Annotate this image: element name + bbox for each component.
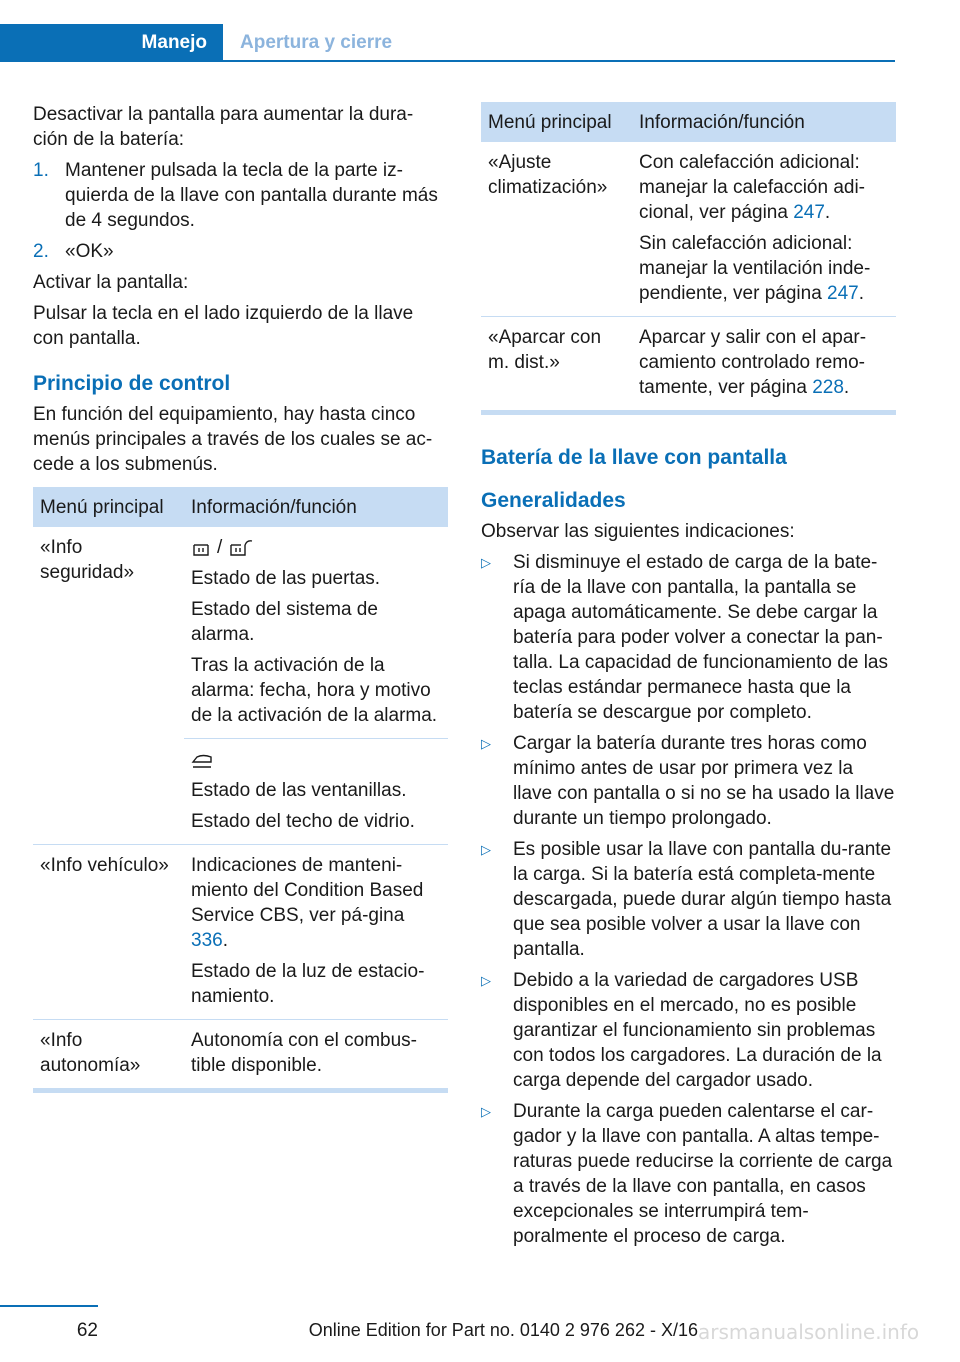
info-text: Con calefacción adicional: manejar la calefacción adi‐cional, ver página [639, 152, 866, 223]
step-number: 2. [33, 241, 49, 262]
info-cell [184, 739, 448, 845]
activar-title: Activar la pantalla: [33, 272, 189, 293]
generalidades-intro: Observar las siguientes indicaciones: [481, 521, 795, 542]
edition-text: Online Edition for Part no. 0140 2 976 262 - X/16 [308, 1320, 698, 1340]
page-number: 62 [76, 1320, 98, 1341]
info-line [191, 853, 441, 953]
info-text: Aparcar y salir con el apar‐camiento controlado remo‐tamente, ver página [639, 327, 867, 398]
activar-text: Pulsar la tecla en el lado izquierdo de la llave con pantalla. [33, 303, 414, 349]
list-item [33, 158, 448, 233]
menu-cell-empty [33, 739, 184, 845]
info-cell [632, 142, 896, 317]
col-header-info: Información/función [184, 487, 448, 527]
bullet-triangle-icon: ▷ [481, 555, 491, 570]
info-line: Estado de las puertas. [191, 568, 381, 589]
header-rule [0, 60, 895, 62]
info-text: . [222, 930, 228, 951]
info-text: . [824, 202, 831, 223]
step-number: 1. [33, 160, 49, 181]
door-closed-icon [191, 539, 211, 557]
bateria-heading: Batería de la llave con pantalla [481, 446, 787, 469]
info-cell [184, 845, 448, 1020]
list-item [481, 1099, 896, 1249]
info-line [639, 150, 889, 225]
info-line [639, 325, 889, 400]
principio-text: En función del equipamiento, hay hasta cinco menús principales a través de los cuales se ac‐cede a los submenús. [33, 404, 433, 475]
list-item [481, 731, 896, 831]
info-line: Estado de la luz de estacio‐namiento. [191, 961, 425, 1007]
step-text: «OK» [65, 241, 114, 262]
menu-cell: «Info seguridad» [40, 537, 135, 583]
info-cell [184, 527, 448, 739]
list-item [33, 239, 448, 264]
tab-manejo[interactable] [0, 24, 223, 61]
list-item [481, 968, 896, 1093]
steps-list [33, 158, 448, 264]
icon-separator: / [217, 537, 223, 558]
menu-cell: «Ajuste climatización» [481, 142, 632, 317]
info-text: Indicaciones de manteni‐miento del Condition Based Service CBS, ver pá‐gina [191, 855, 424, 926]
menu-cell: «Info autonomía» [40, 1030, 141, 1076]
table-row [481, 317, 896, 411]
info-line: Estado del sistema de alarma. [191, 599, 378, 645]
table-row [33, 739, 448, 845]
table-row [33, 1020, 448, 1089]
menu-table-right [481, 102, 896, 410]
info-line: Tras la activación de la alarma: fecha, hora y motivo de la activación de la alarma. [191, 655, 438, 726]
bullet-text: Si disminuye el estado de carga de la bate‐ría de la llave con pantalla, la pantalla se apaga automáticamente. Se debe cargar la batería para poder volver a conectar la pan‐talla. La capacidad de funcionamiento de las teclas estándar permanece hasta que la batería se descargue por completo. [513, 552, 888, 723]
bullet-triangle-icon: ▷ [481, 842, 491, 857]
col-header-menu: Menú principal [481, 102, 632, 142]
table-row [33, 527, 448, 739]
menu-cell: «Aparcar con m. dist.» [488, 327, 602, 373]
footer-rule [0, 1305, 98, 1307]
bullet-text: Es posible usar la llave con pantalla du‐rante la carga. Si la batería está completa‐mente descargada, puede durar algún tiempo hasta que sea posible volver a usar la llave con pantalla. [513, 839, 892, 960]
window-icon [191, 751, 213, 769]
right-column [481, 102, 896, 1255]
table-row [481, 142, 896, 317]
page-link[interactable]: 228 [812, 377, 844, 398]
notes-list [481, 550, 896, 1249]
page-link[interactable]: 336 [191, 930, 223, 951]
tab-apertura-y-cierre[interactable] [240, 24, 392, 61]
window-icons [191, 747, 441, 772]
step-text: Mantener pulsada la tecla de la parte iz‐quierda de la llave con pantalla durante más de 4 segundos. [65, 160, 438, 231]
menu-cell: «Info vehículo» [33, 845, 184, 1020]
table-end-rule [481, 410, 896, 415]
list-item [481, 550, 896, 725]
bullet-text: Durante la carga pueden calentarse el car‐gador y la llave con pantalla. A altas tempe‐raturas puede reducirse la corriente de carga a través de la llave con pantalla, en casos excepcionales se interrumpirá tem‐poralmente el proceso de carga. [513, 1101, 893, 1247]
info-text: . [858, 283, 865, 304]
info-line: Estado del techo de vidrio. [191, 811, 415, 832]
info-line [639, 231, 889, 306]
generalidades-heading: Generalidades [481, 489, 626, 512]
col-header-menu: Menú principal [33, 487, 184, 527]
principio-heading: Principio de control [33, 372, 231, 395]
page-link[interactable]: 247 [793, 202, 825, 223]
menu-table-left [33, 487, 448, 1088]
col-header-info: Información/función [632, 102, 896, 142]
bullet-triangle-icon: ▷ [481, 736, 491, 751]
info-line: Estado de las ventanillas. [191, 780, 407, 801]
info-text: . [843, 377, 850, 398]
info-cell: Autonomía con el combus‐tible disponible. [191, 1030, 418, 1076]
table-row [33, 845, 448, 1020]
door-icons [191, 535, 441, 560]
watermark: arsmanualsonline.info [698, 1320, 920, 1344]
tab-manejo-label: Manejo [141, 32, 207, 53]
bullet-text: Cargar la batería durante tres horas como mínimo antes de usar por primera vez la llave con pantalla o si no se ha usado la llave durante un tiempo prolongado. [513, 733, 895, 829]
intro-text: Desactivar la pantalla para aumentar la dura‐ción de la batería: [33, 104, 414, 150]
page-link[interactable]: 247 [827, 283, 859, 304]
bullet-text: Debido a la variedad de cargadores USB disponibles en el mercado, no es posible garantizar el funcionamiento sin problemas con todos los cargadores. La duración de la carga depende del cargador usado. [513, 970, 882, 1091]
info-cell [632, 317, 896, 411]
bullet-triangle-icon: ▷ [481, 1104, 491, 1119]
list-item [481, 837, 896, 962]
tab-apertura-label: Apertura y cierre [240, 32, 393, 53]
info-text: Sin calefacción adicional: manejar la ventilación inde‐pendiente, ver página [639, 233, 871, 304]
door-open-icon [228, 539, 254, 557]
left-column [33, 102, 448, 1093]
table-end-rule [33, 1088, 448, 1093]
bullet-triangle-icon: ▷ [481, 973, 491, 988]
